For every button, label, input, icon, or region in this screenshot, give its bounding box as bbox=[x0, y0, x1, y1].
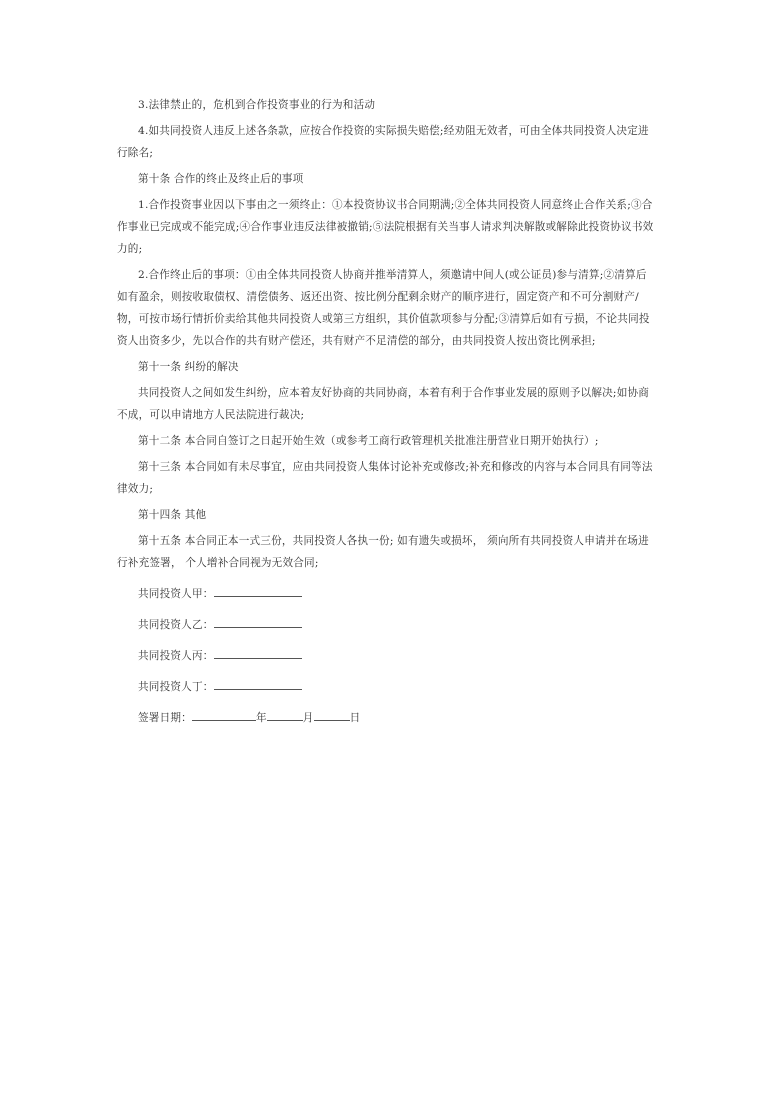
signature-label-d: 共同投资人丁： bbox=[138, 681, 214, 693]
signature-blank-c[interactable] bbox=[214, 644, 302, 659]
heading-article-10: 第十条 合作的终止及终止后的事项 bbox=[138, 173, 304, 185]
paragraph-clause-3: 3.法律禁止的，危机到合作投资事业的行为和活动 bbox=[138, 99, 376, 111]
paragraph-article-13: 第十三条 本合同如有未尽事宜，应由共同投资人集体讨论补充或修改;补充和修改的内容与本合同具有同等法律效力; bbox=[117, 461, 653, 495]
signature-blank-b[interactable] bbox=[214, 613, 302, 628]
heading-article-11: 第十一条 纠纷的解决 bbox=[138, 361, 239, 373]
paragraph-article-15: 第十五条 本合同正本一式三份，共同投资人各执一份; 如有遗失或损坏， 须向所有共同投资人申请并在场进行补充签署， 个人增补合同视为无效合同; bbox=[117, 535, 649, 569]
signature-label-c: 共同投资人丙： bbox=[138, 650, 214, 662]
signature-label-b: 共同投资人乙： bbox=[138, 619, 214, 631]
paragraph-dispute-resolution: 共同投资人之间如发生纠纷，应本着友好协商的共同协商，本着有利于合作事业发展的原则予以解决;如协商不成，可以申请地方人民法院进行裁决; bbox=[117, 387, 650, 421]
date-year-label: 年 bbox=[255, 712, 267, 724]
paragraph-clause-4: 4.如共同投资人违反上述各条款，应按合作投资的实际损失赔偿;经劝阻无效者，可由全体共同投资人决定进行除名; bbox=[117, 125, 649, 159]
paragraph-article-12: 第十二条 本合同自签订之日起开始生效（或参考工商行政管理机关批准注册营业日期开始执行）; bbox=[138, 435, 599, 447]
signature-blank-a[interactable] bbox=[214, 582, 302, 597]
heading-article-14: 第十四条 其他 bbox=[138, 509, 207, 521]
signing-date-line bbox=[117, 706, 657, 729]
signature-blank-d[interactable] bbox=[214, 675, 302, 690]
date-day-blank[interactable] bbox=[314, 706, 350, 721]
signature-line-investor-b bbox=[117, 613, 657, 636]
document-body bbox=[117, 94, 657, 737]
date-year-blank[interactable] bbox=[192, 706, 256, 721]
signature-line-investor-c bbox=[117, 644, 657, 667]
paragraph-termination-causes: 1.合作投资事业因以下事由之一须终止：①本投资协议书合同期满;②全体共同投资人同意终止合作关系;③合作事业已完成或不能完成;④合作事业违反法律被撤销;⑤法院根据有关当事人请求判决解散或解除此投资协议书效力的; bbox=[117, 199, 654, 255]
signature-line-investor-a bbox=[117, 582, 657, 605]
signature-label-a: 共同投资人甲： bbox=[138, 588, 214, 600]
date-month-label: 月 bbox=[302, 712, 314, 724]
signature-line-investor-d bbox=[117, 675, 657, 698]
date-month-blank[interactable] bbox=[267, 706, 303, 721]
signing-date-label: 签署日期： bbox=[138, 712, 192, 724]
paragraph-termination-matters: 2.合作终止后的事项：①由全体共同投资人协商并推举清算人，须邀请中间人(或公证员)参与清算;②清算后如有盈余，则按收取债权、清偿债务、返还出资、按比例分配剩余财产的顺序进行，固定资产和不可分割财产/物，可按市场行情折价卖给其他共同投资人或第三方组织，其价值款项参与分配;③清算后如有亏损，不论共同投资人出资多少，先以合作的共有财产偿还，共有财产不足清偿的部分，由共同投资人按出资比例承担; bbox=[117, 269, 650, 347]
date-day-label: 日 bbox=[349, 712, 361, 724]
